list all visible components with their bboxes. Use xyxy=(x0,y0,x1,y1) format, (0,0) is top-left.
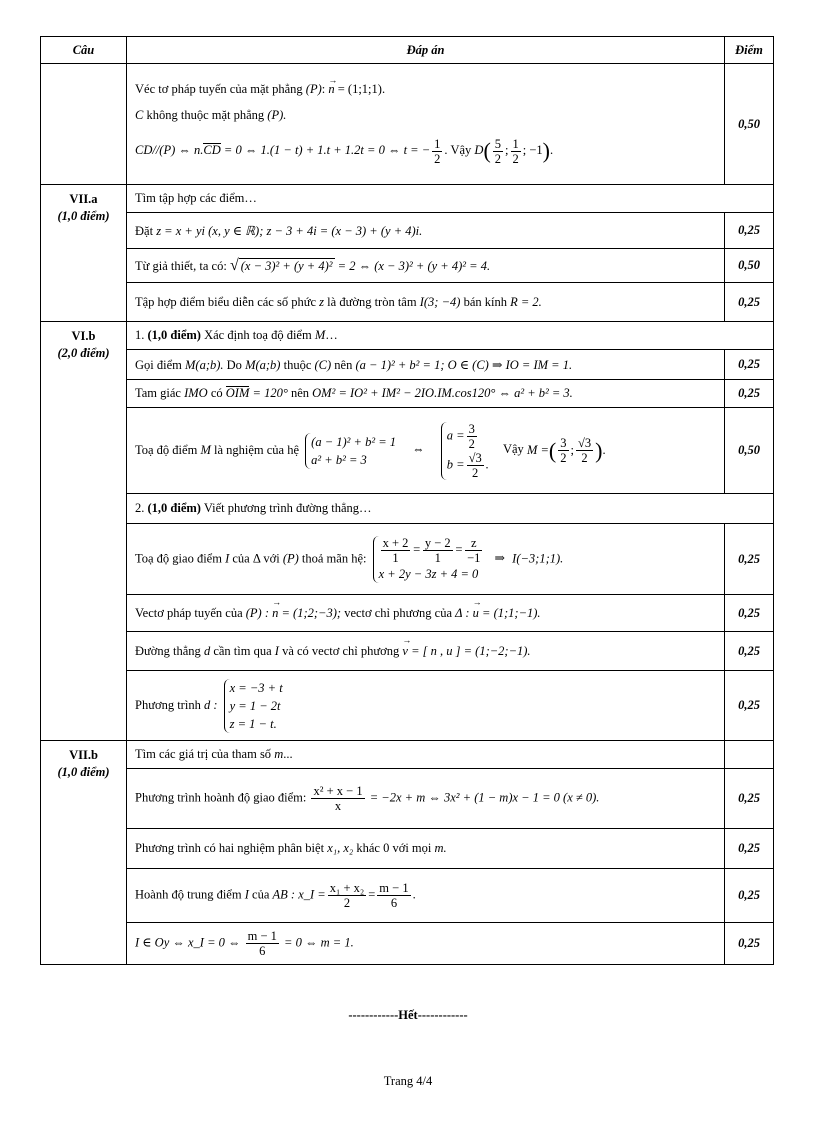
text: nên xyxy=(290,386,310,400)
vector-n: → n xyxy=(272,606,278,621)
fraction xyxy=(467,422,477,451)
answer-cell xyxy=(127,769,725,829)
table-row xyxy=(41,350,774,380)
table-row xyxy=(41,595,774,632)
paren: ) xyxy=(542,138,550,164)
math: = 0 ⇔ 1.(1 − t) + 1.t + 1.2t = 0 ⇔ t = − xyxy=(220,143,431,157)
numerator: x² + x − 1 xyxy=(313,784,363,798)
math: M xyxy=(314,328,326,342)
text: … xyxy=(325,328,338,342)
denominator: 2 xyxy=(343,896,351,910)
score-cell: 0,25 xyxy=(725,213,774,249)
answer-cell xyxy=(127,595,725,632)
fraction xyxy=(246,929,279,958)
text: là đường tròn tâm xyxy=(327,294,417,309)
math: Δ xyxy=(252,550,261,565)
denominator: 6 xyxy=(259,944,266,958)
math: = (1;2;−3); xyxy=(278,605,342,620)
answer-line: CD//(P) ⇔ n.CD = 0 ⇔ 1.(1 − t) + 1.t + 1.2t = 0 ⇔ t = − $\frac{1}{2}$ . Vậy D( $\frac{5}{2}$ ; $\frac{1}{2}$ ; −1). xyxy=(135,136,554,166)
math: M(a;b) xyxy=(245,357,281,372)
numerator: m − 1 xyxy=(379,881,409,895)
paren: ( xyxy=(548,437,557,463)
text: . Vậy xyxy=(444,143,472,157)
text: Tam giác xyxy=(135,386,181,400)
text: Từ giả thiết, ta có: xyxy=(135,258,227,273)
answer-cell xyxy=(127,408,725,494)
text: Do xyxy=(226,357,242,372)
score-cell: 0,25 xyxy=(725,869,774,923)
text: (1,0 điểm) xyxy=(147,328,201,342)
fraction xyxy=(432,137,442,166)
math: m xyxy=(274,747,284,761)
equation-system xyxy=(224,679,283,733)
question-points: (2,0 điểm) xyxy=(57,346,110,360)
part-intro: Tìm tập hợp các điểm… xyxy=(127,185,774,213)
math: I(−3;1;1). xyxy=(512,550,564,565)
math: a = xyxy=(446,427,465,442)
equation: y = 1 − 2t xyxy=(229,698,281,713)
math: OM² = IO² + IM² − 2IO.IM.cos120° ⇔ a² + b² = 3. xyxy=(312,386,573,400)
answer-cell xyxy=(127,524,725,595)
question-title: VII.b xyxy=(69,748,98,762)
denominator: 2 xyxy=(434,151,441,166)
math: CD//(P) ⇔ n. xyxy=(135,143,204,157)
table-row xyxy=(41,185,774,213)
text: Xác định toạ độ điểm xyxy=(204,328,312,342)
math: = xyxy=(454,541,464,556)
equation: z = 1 − t. xyxy=(229,716,277,731)
math: = 0 ⇔ m = 1. xyxy=(280,935,354,950)
fraction xyxy=(511,137,521,166)
text: Viết phương trình đường thẳng… xyxy=(203,501,372,515)
text: Tìm các giá trị của tham số xyxy=(135,747,272,761)
numerator: √3 xyxy=(468,450,482,465)
numerator: √3 xyxy=(577,436,592,450)
table-row xyxy=(41,249,774,283)
math: = xyxy=(368,887,376,902)
denominator: 2 xyxy=(494,151,502,166)
numerator: 5 xyxy=(494,136,502,151)
table-row xyxy=(41,869,774,923)
table-row xyxy=(41,923,774,965)
math: = −2x + m ⇔ 3x² + (1 − m)x − 1 = 0 (x ≠ 0). xyxy=(366,790,600,805)
fraction xyxy=(467,451,484,480)
math: (C) xyxy=(314,357,332,372)
math: ; xyxy=(505,143,509,157)
score-cell: 0,25 xyxy=(725,380,774,408)
math: d xyxy=(203,643,211,658)
equation-system xyxy=(373,536,485,583)
math: b = xyxy=(446,456,465,471)
table-row xyxy=(41,829,774,869)
text: cần tìm qua xyxy=(213,643,272,658)
answer-cell xyxy=(127,869,725,923)
math: C xyxy=(135,108,144,122)
score-cell: 0,50 xyxy=(725,249,774,283)
score-cell-empty xyxy=(725,741,774,769)
answer-table xyxy=(40,36,774,965)
text: Toạ độ điểm xyxy=(135,442,198,457)
math: I xyxy=(274,643,279,658)
fraction xyxy=(328,881,367,910)
math: d : xyxy=(203,697,218,712)
question-cell xyxy=(41,741,127,965)
text: Phương trình hoành độ giao điểm: xyxy=(135,790,307,805)
equation: x = −3 + t xyxy=(229,680,283,695)
math: I(3; −4) xyxy=(419,294,461,309)
text: Vậy xyxy=(502,442,524,457)
score-cell: 0,25 xyxy=(725,923,774,965)
math: (a − 1)² + b² = 1; O ∈ (C) ⇒ IO = IM = 1. xyxy=(355,357,573,372)
answer-cell xyxy=(127,64,725,185)
numerator: x₁ + x₂ xyxy=(329,881,365,895)
part-intro xyxy=(127,322,774,350)
question-cell-empty xyxy=(41,64,127,185)
text: Đặt xyxy=(135,223,154,238)
question-cell xyxy=(41,185,127,322)
math: z xyxy=(319,294,325,309)
text: với xyxy=(263,550,280,565)
math: . xyxy=(602,442,606,457)
denominator: −1 xyxy=(467,550,481,565)
table-row xyxy=(41,213,774,249)
text: bán kính xyxy=(463,294,507,309)
text: Tập hợp điểm biểu diễn các số phức xyxy=(135,294,317,309)
denominator: 6 xyxy=(390,896,398,910)
fraction xyxy=(381,536,411,565)
text: có xyxy=(210,386,223,400)
table-row xyxy=(41,632,774,671)
page-number: Trang 4/4 xyxy=(383,1074,433,1088)
score-cell: 0,25 xyxy=(725,632,774,671)
header-diem: Điểm xyxy=(725,37,774,64)
answer-cell xyxy=(127,350,725,380)
score-cell: 0,25 xyxy=(725,769,774,829)
math: I xyxy=(225,550,230,565)
math: = [ n , u ] = (1;−2;−1). xyxy=(407,643,531,658)
part-intro xyxy=(127,494,774,524)
math: R = 2. xyxy=(510,294,542,309)
math: . xyxy=(412,887,416,902)
fraction xyxy=(493,137,503,166)
math: x₁, x₂ xyxy=(327,841,354,855)
denominator: 1 xyxy=(392,550,399,565)
text: Vectơ pháp tuyến của xyxy=(135,605,243,620)
fraction xyxy=(465,536,482,565)
part-intro xyxy=(127,741,725,769)
question-title: VI.b xyxy=(71,329,96,343)
score-cell: 0,25 xyxy=(725,671,774,741)
text: 2. xyxy=(135,501,145,515)
math: ⇒ xyxy=(494,550,506,565)
vector-u: → u xyxy=(473,606,479,621)
numerator: 3 xyxy=(560,436,567,450)
text: Phương trình xyxy=(135,697,201,712)
header-cau: Câu xyxy=(41,37,127,64)
equation-system xyxy=(305,433,396,469)
math: Δ : xyxy=(455,605,470,620)
text: không thuộc mặt phẳng xyxy=(146,108,265,122)
math: M = xyxy=(526,442,549,457)
numerator: y − 2 xyxy=(424,535,451,550)
equation: (a − 1)² + b² = 1 xyxy=(311,434,397,449)
text: Véc tơ pháp tuyến của mặt phẳng xyxy=(135,82,303,96)
answer-cell xyxy=(127,632,725,671)
math: I xyxy=(244,887,249,902)
table-row xyxy=(41,380,774,408)
header-dap-an: Đáp án xyxy=(127,37,725,64)
math: AB : xyxy=(272,887,296,902)
denominator: 2 xyxy=(560,451,567,465)
numerator: 3 xyxy=(468,421,475,436)
table-row xyxy=(41,64,774,185)
text: của xyxy=(252,887,270,902)
equation: x + 2y − 3z + 4 = 0 xyxy=(378,566,479,581)
answer-cell xyxy=(127,249,725,283)
math: (x − 3)² + (y + 4)² xyxy=(240,258,333,273)
math: (P). xyxy=(267,108,287,122)
fraction xyxy=(311,784,364,813)
denominator: 2 xyxy=(512,151,519,166)
answer-line xyxy=(135,76,716,102)
denominator: 2 xyxy=(468,436,475,451)
math: (P) : xyxy=(245,605,269,620)
table-row xyxy=(41,322,774,350)
angle-oim: OIM xyxy=(225,386,250,400)
end-marker: ------------Hết------------ xyxy=(348,1008,468,1022)
math: (P) xyxy=(282,550,299,565)
question-points: (1,0 điểm) xyxy=(57,209,110,223)
equation: a² + b² = 3 xyxy=(311,452,367,467)
numerator: 1 xyxy=(512,136,519,151)
score-cell: 0,25 xyxy=(725,829,774,869)
score-cell: 0,25 xyxy=(725,524,774,595)
math: ; −1 xyxy=(522,143,543,157)
table-row xyxy=(41,283,774,322)
text: (1,0 điểm) xyxy=(147,501,201,515)
score-cell: 0,50 xyxy=(725,64,774,185)
text: Phương trình có hai nghiệm phân biệt xyxy=(135,841,325,855)
math: m. xyxy=(434,841,447,855)
equation xyxy=(447,422,489,451)
answer-cell xyxy=(127,671,725,741)
numerator: m − 1 xyxy=(247,929,277,943)
text: thuộc xyxy=(283,357,312,372)
text: : xyxy=(321,82,326,96)
answer-line xyxy=(135,102,716,128)
vector-cd: CD xyxy=(203,143,221,157)
math: M(a;b). xyxy=(185,357,224,372)
answer-cell xyxy=(127,283,725,322)
table-row xyxy=(41,769,774,829)
math: = xyxy=(412,541,421,556)
table-row xyxy=(41,671,774,741)
text: 1. xyxy=(135,328,145,342)
math: D xyxy=(474,143,484,157)
equation xyxy=(447,451,489,480)
text: Đường thẳng xyxy=(135,643,201,658)
math: = 120° xyxy=(249,386,288,400)
text: của xyxy=(232,550,250,565)
table-row xyxy=(41,524,774,595)
answer-cell xyxy=(127,829,725,869)
denominator: 2 xyxy=(472,465,479,480)
fraction xyxy=(377,881,410,910)
score-cell: 0,50 xyxy=(725,408,774,494)
math: M xyxy=(200,442,211,457)
paren: ) xyxy=(595,437,603,463)
denominator: x xyxy=(334,799,342,813)
solution-system xyxy=(441,422,489,480)
text: và có vectơ chỉ phương xyxy=(282,643,400,658)
text: Gọi điểm xyxy=(135,357,182,372)
answer-cell xyxy=(127,213,725,249)
text: vectơ chỉ phương của xyxy=(344,605,452,620)
vector-n: → n xyxy=(328,76,334,102)
math: I ∈ Oy ⇔ x_I = 0 ⇔ xyxy=(135,935,241,950)
numerator: x + 2 xyxy=(382,535,409,550)
score-cell: 0,25 xyxy=(725,350,774,380)
math: z = x + yi (x, y ∈ ℝ); z − 3 + 4i = (x − 3) + (y + 4)i. xyxy=(156,223,423,238)
text: Toạ độ giao điểm xyxy=(135,550,222,565)
fraction xyxy=(423,536,453,565)
denominator: 2 xyxy=(581,451,588,465)
table-row xyxy=(41,741,774,769)
sqrt-sign: √ xyxy=(229,256,239,274)
math: = (1;1;1). xyxy=(334,82,386,96)
score-cell: 0,25 xyxy=(725,283,774,322)
vector-v: → v xyxy=(402,644,408,659)
answer-cell xyxy=(127,380,725,408)
table-row xyxy=(41,408,774,494)
table-row xyxy=(41,494,774,524)
math: IMO xyxy=(184,386,208,400)
question-cell xyxy=(41,322,127,741)
math: x_I = xyxy=(298,887,326,902)
fraction xyxy=(576,436,593,465)
math: ; xyxy=(570,442,574,457)
math: = (1;1;−1). xyxy=(478,605,541,620)
math: ⇔ xyxy=(412,442,425,457)
text: khác 0 với mọi xyxy=(356,841,432,855)
numerator: 1 xyxy=(434,136,441,151)
table-header-row xyxy=(41,37,774,64)
math: = 2 ⇔ (x − 3)² + (y + 4)² = 4. xyxy=(334,258,491,273)
score-cell: 0,25 xyxy=(725,595,774,632)
numerator: z xyxy=(465,536,482,551)
answer-cell xyxy=(127,923,725,965)
question-points: (1,0 điểm) xyxy=(57,765,110,779)
text: là nghiệm của hệ xyxy=(213,442,300,457)
denominator: 1 xyxy=(434,550,441,565)
math: (P) xyxy=(305,82,322,96)
paren: ( xyxy=(483,138,491,164)
fraction xyxy=(558,436,568,465)
text: Hoành độ trung điểm xyxy=(135,887,242,902)
text: nên xyxy=(334,357,353,372)
question-title: VII.a xyxy=(69,192,98,206)
math: . xyxy=(485,456,489,471)
equation xyxy=(379,536,485,565)
text: ... xyxy=(283,747,293,761)
text: thoả mãn hệ: xyxy=(301,550,367,565)
